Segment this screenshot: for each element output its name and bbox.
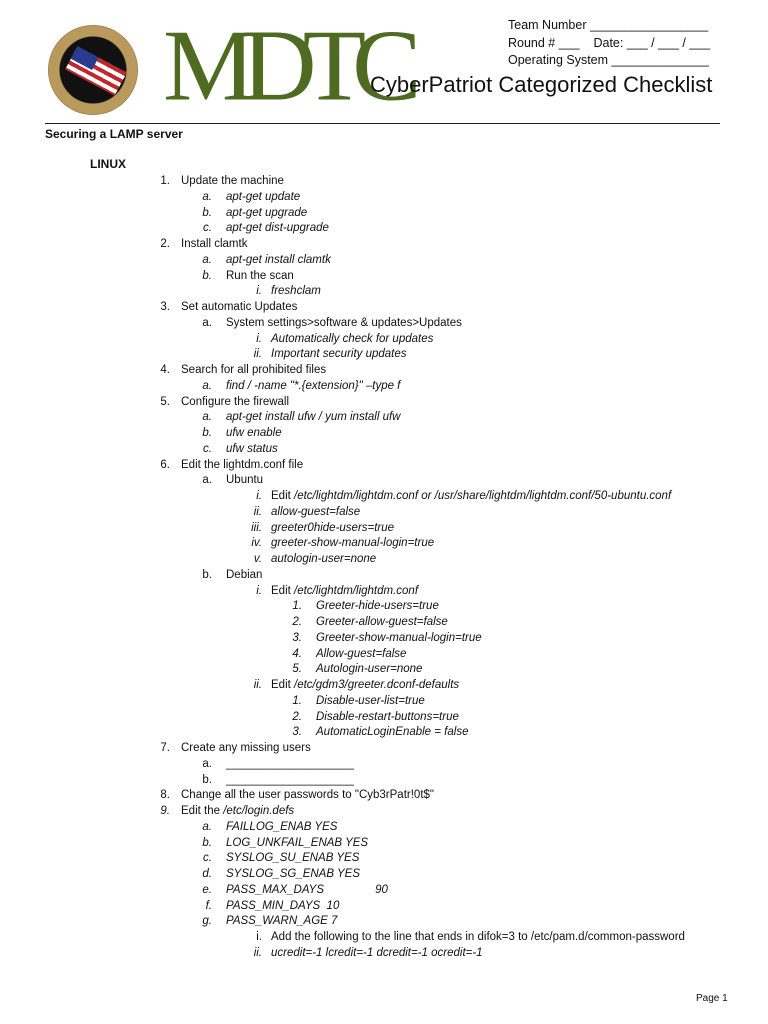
- checklist-item: [0, 206, 768, 222]
- item-text: Configure the firewall: [181, 395, 290, 408]
- item-marker: 4.: [292, 647, 302, 660]
- checklist-item: [0, 694, 768, 710]
- checklist-item: [0, 363, 768, 379]
- item-text: autologin-user=none: [271, 553, 377, 565]
- item-marker: b.: [202, 206, 212, 219]
- item-text-wrap: [226, 757, 354, 773]
- item-marker: b.: [202, 269, 212, 282]
- item-marker: 6.: [160, 458, 170, 471]
- item-text: Set automatic Updates: [181, 301, 298, 313]
- item-prefix: Edit: [271, 679, 295, 691]
- checklist-item: [0, 316, 768, 332]
- checklist-item: [0, 552, 768, 568]
- checklist-item: [0, 473, 768, 489]
- item-text-wrap: [271, 332, 433, 348]
- checklist-item: [0, 883, 768, 899]
- item-text-wrap: [316, 615, 448, 631]
- item-text-wrap: [181, 741, 311, 757]
- item-marker: ii.: [253, 505, 262, 518]
- checklist-item: [0, 284, 768, 300]
- item-marker: 5.: [292, 663, 302, 676]
- checklist-item: [0, 395, 768, 411]
- item-text-wrap: [316, 599, 439, 615]
- flag-emblem: [65, 46, 127, 95]
- checklist-item: [0, 662, 768, 678]
- item-text-wrap: [316, 662, 422, 678]
- item-marker: iii.: [251, 521, 262, 534]
- item-marker: b.: [202, 836, 212, 849]
- item-marker: iv.: [251, 537, 262, 550]
- item-text-wrap: [226, 190, 300, 206]
- item-text-wrap: [271, 552, 376, 568]
- checklist-item: [0, 536, 768, 552]
- item-text-wrap: [226, 836, 368, 852]
- checklist-item: [0, 505, 768, 521]
- item-text: Update the machine: [181, 175, 284, 187]
- item-text-wrap: [181, 395, 289, 411]
- item-marker: 4.: [160, 364, 170, 376]
- item-text: apt-get update: [226, 190, 301, 203]
- item-text: greeter-show-manual-login=true: [271, 537, 435, 550]
- item-marker: 2.: [292, 710, 302, 723]
- item-marker: a.: [202, 474, 212, 487]
- checklist: [0, 174, 768, 962]
- item-text-wrap: [271, 946, 483, 962]
- item-marker: a.: [202, 190, 212, 203]
- item-marker: b.: [202, 427, 212, 439]
- item-text: ____________________: [226, 773, 354, 786]
- item-marker: a.: [202, 316, 212, 329]
- checklist-item: [0, 914, 768, 930]
- item-text-wrap: [316, 631, 482, 647]
- item-prefix: Edit: [271, 490, 295, 502]
- item-marker: i.: [256, 931, 262, 943]
- item-marker: c.: [203, 442, 212, 455]
- item-text: /etc/login.defs: [223, 805, 295, 817]
- checklist-item: [0, 899, 768, 915]
- item-text: Important security updates: [271, 348, 407, 361]
- item-marker: 2.: [160, 238, 170, 250]
- checklist-item: [0, 442, 768, 458]
- checklist-item: [0, 631, 768, 647]
- item-text-wrap: [226, 253, 331, 269]
- item-text-wrap: [226, 568, 262, 584]
- checklist-item: [0, 190, 768, 206]
- operating-system-field: Operating System ______________: [508, 53, 709, 67]
- item-marker: a.: [202, 379, 212, 392]
- checklist-item: [0, 253, 768, 269]
- checklist-item: [0, 678, 768, 694]
- item-text-wrap: [226, 316, 462, 332]
- item-marker: v.: [253, 553, 262, 565]
- item-text: PASS_MAX_DAYS 90: [226, 883, 388, 896]
- item-text: Install clamtk: [181, 238, 248, 250]
- item-text-wrap: [271, 678, 459, 694]
- item-text-wrap: [181, 788, 434, 804]
- item-text: Add the following to the line that ends in difok=3 to /etc/pam.d/common-password: [271, 931, 685, 943]
- item-text-wrap: [181, 458, 303, 474]
- page-number: Page 1: [696, 993, 728, 1004]
- checklist-item: [0, 347, 768, 363]
- item-text: FAILLOG_ENAB YES: [226, 820, 338, 833]
- item-marker: a.: [202, 820, 212, 833]
- checklist-item: [0, 237, 768, 253]
- checklist-item: [0, 851, 768, 867]
- item-marker: c.: [203, 222, 212, 235]
- item-text: apt-get install ufw / yum install ufw: [226, 411, 401, 424]
- checklist-item: [0, 946, 768, 962]
- item-text: ufw status: [226, 442, 278, 455]
- checklist-item: [0, 458, 768, 474]
- item-marker: 1.: [292, 600, 302, 613]
- item-marker: ii.: [253, 946, 262, 959]
- checklist-item: [0, 836, 768, 852]
- item-text: /etc/lightdm/lightdm.conf or /usr/share/lightdm/lightdm.conf/50-ubuntu.conf: [294, 490, 672, 502]
- item-marker: a.: [202, 253, 212, 266]
- item-text-wrap: [226, 442, 278, 458]
- checklist-item: [0, 757, 768, 773]
- subsection-heading: LINUX: [90, 157, 126, 171]
- item-text-wrap: [226, 773, 354, 789]
- item-marker: i.: [256, 285, 262, 298]
- item-marker: 7.: [160, 742, 170, 754]
- item-text: ____________________: [226, 757, 354, 770]
- checklist-item: [0, 221, 768, 237]
- item-text-wrap: [271, 505, 360, 521]
- checklist-item: [0, 599, 768, 615]
- checklist-item: [0, 710, 768, 726]
- checklist-item: [0, 426, 768, 442]
- checklist-item: [0, 725, 768, 741]
- checklist-item: [0, 647, 768, 663]
- item-text: Allow-guest=false: [316, 647, 407, 660]
- item-marker: ii.: [253, 348, 262, 361]
- item-text: apt-get upgrade: [226, 206, 308, 219]
- item-prefix: Edit: [271, 584, 295, 597]
- checklist-item: [0, 300, 768, 316]
- item-text-wrap: [181, 174, 284, 190]
- item-text-wrap: [226, 206, 307, 222]
- item-text-wrap: [316, 694, 425, 710]
- section-heading: Securing a LAMP server: [45, 127, 183, 141]
- checklist-item: [0, 568, 768, 584]
- item-text: Create any missing users: [181, 742, 311, 754]
- item-text-wrap: [271, 930, 685, 946]
- item-text: Greeter-show-manual-login=true: [316, 631, 482, 644]
- item-text-wrap: [226, 379, 400, 395]
- header-divider: [45, 123, 720, 124]
- item-marker: 2.: [292, 616, 302, 628]
- item-marker: b.: [202, 773, 212, 786]
- item-text-wrap: [226, 269, 294, 285]
- item-text-wrap: [316, 647, 406, 663]
- item-text-wrap: [181, 237, 247, 253]
- checklist-item: [0, 410, 768, 426]
- item-text: Autologin-user=none: [316, 663, 423, 676]
- item-text-wrap: [226, 899, 339, 915]
- item-text-wrap: [226, 883, 388, 899]
- item-text: Run the scan: [226, 269, 294, 282]
- checklist-item: [0, 584, 768, 600]
- round-date-field: Round # ___ Date: ___ / ___ / ___: [508, 36, 711, 50]
- item-text: LOG_UNKFAIL_ENAB YES: [226, 836, 369, 849]
- item-text-wrap: [271, 536, 434, 552]
- item-marker: ii.: [253, 679, 262, 691]
- item-text: freshclam: [271, 285, 321, 298]
- item-marker: i.: [256, 490, 262, 502]
- item-text: Greeter-allow-guest=false: [316, 616, 448, 628]
- checklist-item: [0, 615, 768, 631]
- item-text: Debian: [226, 568, 263, 581]
- item-text-wrap: [271, 284, 321, 300]
- item-text-wrap: [316, 710, 459, 726]
- item-text-wrap: [226, 221, 329, 237]
- item-marker: 1.: [292, 694, 302, 707]
- item-text: Ubuntu: [226, 474, 264, 487]
- item-text-wrap: [316, 725, 468, 741]
- item-marker: 3.: [292, 631, 302, 644]
- item-text: Edit the lightdm.conf file: [181, 458, 304, 471]
- item-text-wrap: [181, 300, 297, 316]
- item-text-wrap: [181, 363, 326, 379]
- item-text: AutomaticLoginEnable = false: [316, 726, 469, 739]
- item-text: Search for all prohibited files: [181, 364, 327, 376]
- item-text: greeter0hide-users=true: [271, 521, 395, 534]
- checklist-item: [0, 174, 768, 190]
- item-text: PASS_WARN_AGE 7: [226, 915, 338, 928]
- item-text: allow-guest=false: [271, 505, 361, 518]
- item-text: Greeter-hide-users=true: [316, 600, 439, 613]
- document-title: CyberPatriot Categorized Checklist: [370, 72, 713, 97]
- item-text-wrap: [226, 410, 401, 426]
- item-text-wrap: [271, 521, 394, 537]
- item-marker: 3.: [160, 301, 170, 313]
- item-text: Automatically check for updates: [271, 332, 434, 345]
- item-text-wrap: [226, 914, 337, 930]
- item-text-wrap: [226, 867, 360, 883]
- mdtc-logo: MDTC: [163, 9, 408, 122]
- item-text: ucredit=-1 lcredit=-1 dcredit=-1 ocredit=-1: [271, 946, 483, 959]
- item-marker: g.: [202, 915, 212, 928]
- item-text: /etc/gdm3/greeter.dconf-defaults: [294, 679, 460, 691]
- item-prefix: Edit the: [181, 805, 224, 817]
- item-marker: c.: [203, 852, 212, 865]
- item-text-wrap: [226, 426, 282, 442]
- item-text: ufw enable: [226, 427, 282, 439]
- item-marker: 1.: [160, 175, 170, 187]
- item-marker: a.: [202, 757, 212, 770]
- checklist-item: [0, 269, 768, 285]
- item-text-wrap: [271, 347, 407, 363]
- item-marker: i.: [256, 584, 262, 597]
- item-text-wrap: [226, 820, 337, 836]
- checklist-item: [0, 773, 768, 789]
- item-marker: i.: [256, 332, 262, 345]
- item-text: /etc/lightdm/lightdm.conf: [294, 584, 419, 597]
- item-text: SYSLOG_SG_ENAB YES: [226, 868, 361, 880]
- item-marker: 8.: [160, 789, 170, 802]
- item-text: apt-get dist-upgrade: [226, 222, 329, 235]
- item-text-wrap: [271, 489, 671, 505]
- item-text: apt-get install clamtk: [226, 253, 331, 266]
- item-marker: 5.: [160, 395, 170, 408]
- item-text: find / -name "*.{extension}" –type f: [226, 379, 401, 392]
- item-marker: 3.: [292, 726, 302, 739]
- team-number-field: Team Number _________________: [508, 18, 709, 32]
- item-text-wrap: [271, 584, 418, 600]
- item-text-wrap: [226, 851, 359, 867]
- checklist-item: [0, 489, 768, 505]
- item-text: Disable-user-list=true: [316, 694, 425, 707]
- checklist-item: [0, 867, 768, 883]
- checklist-item: [0, 820, 768, 836]
- checklist-item: [0, 741, 768, 757]
- item-marker: e.: [202, 883, 212, 896]
- checklist-item: [0, 521, 768, 537]
- item-marker: 9.: [160, 805, 170, 817]
- item-marker: f.: [205, 899, 212, 912]
- checklist-item: [0, 930, 768, 946]
- item-marker: a.: [202, 411, 212, 424]
- cyberpatriot-seal-logo: [48, 25, 138, 115]
- checklist-item: [0, 788, 768, 804]
- checklist-item: [0, 332, 768, 348]
- item-text-wrap: [226, 473, 263, 489]
- checklist-item: [0, 379, 768, 395]
- item-text: Disable-restart-buttons=true: [316, 710, 459, 723]
- item-text: Change all the user passwords to "Cyb3rPatr!0t$": [181, 789, 434, 802]
- checklist-item: [0, 804, 768, 820]
- item-marker: b.: [202, 568, 212, 581]
- item-text: PASS_MIN_DAYS 10: [226, 899, 340, 912]
- item-marker: d.: [202, 868, 212, 880]
- item-text-wrap: [181, 804, 294, 820]
- item-text: SYSLOG_SU_ENAB YES: [226, 852, 360, 865]
- item-text: System settings>software & updates>Updates: [226, 316, 462, 329]
